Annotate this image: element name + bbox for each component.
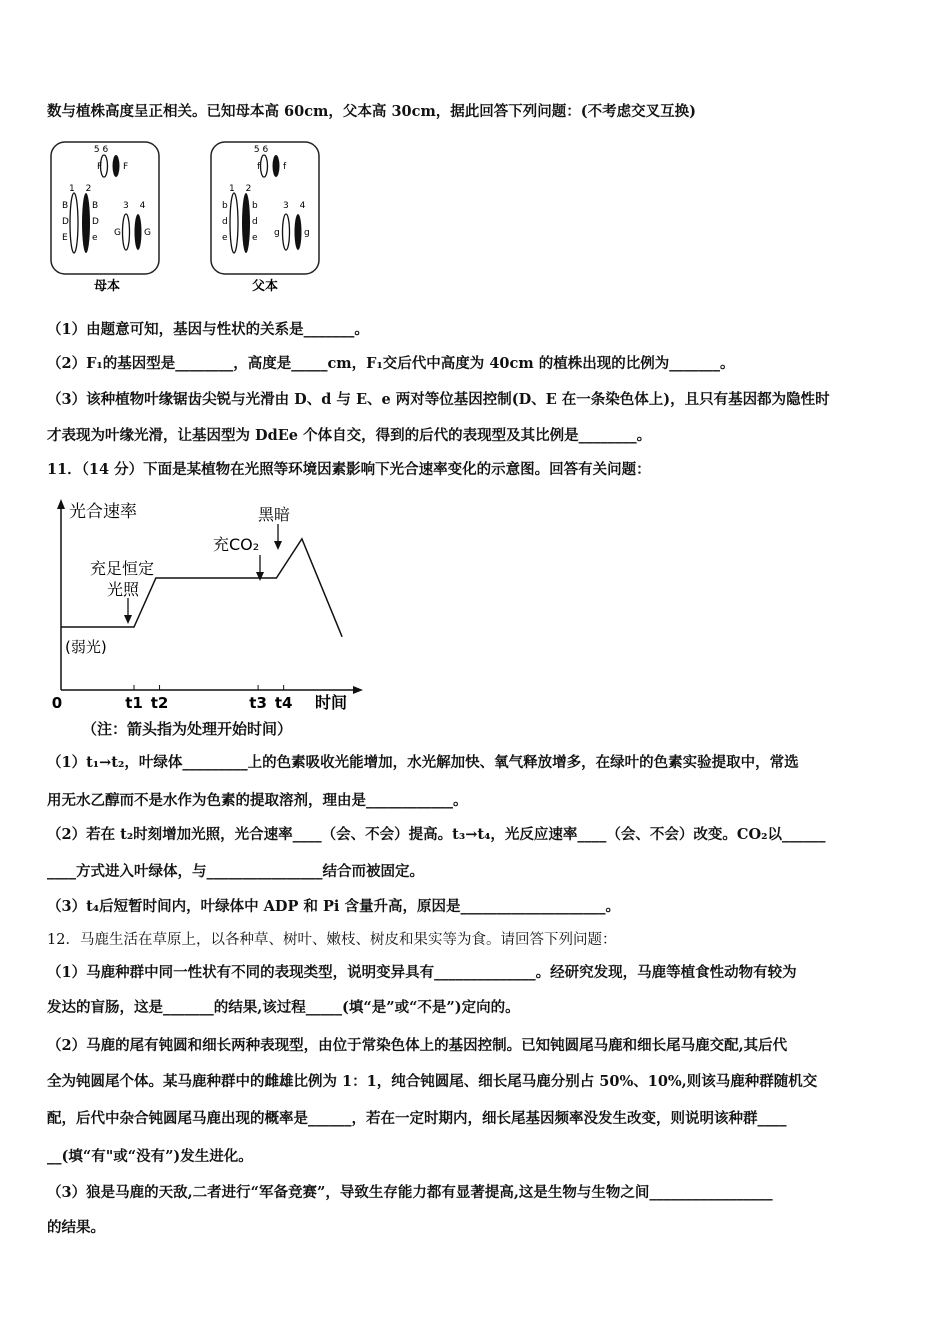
q11-part2b: ____方式进入叶绿体，与________________结合而被固定。 xyxy=(47,863,424,880)
father-chr2 xyxy=(242,193,250,253)
q12-part3b: 的结果。 xyxy=(47,1219,105,1236)
x-tick-label: t4 xyxy=(274,694,293,712)
annotation-light-1: 充足恒定 xyxy=(90,559,155,578)
q12-part2b: 全为钝圆尾个体。某马鹿种群中的雌雄比例为 1：1，纯合钝圆尾、细长尾马鹿分别占 50%、10%,则该马鹿种群随机交 xyxy=(47,1073,818,1090)
mother-g2-0: B xyxy=(92,201,99,211)
father-g2-2: e xyxy=(252,233,258,243)
photosynthesis-chart xyxy=(45,495,375,720)
x-ticks xyxy=(52,685,293,712)
father-pair12-num: 1 2 xyxy=(229,184,252,194)
mother-gene6: F xyxy=(123,162,129,172)
annotation-co2: 充CO₂ xyxy=(213,535,260,554)
father-g3: g xyxy=(274,228,280,238)
arrow-light-head xyxy=(124,615,132,624)
father-gene6: f xyxy=(283,162,287,172)
arrow-dark-head xyxy=(274,541,282,550)
q12-part2a: （2）马鹿的尾有钝圆和细长两种表现型，由位于常染色体上的基因控制。已知钝圆尾马鹿和细长尾马鹿交配,其后代 xyxy=(47,1037,788,1054)
father-g4: g xyxy=(304,228,310,238)
y-axis-label: 光合速率 xyxy=(69,502,137,522)
mother-gene5: F xyxy=(97,162,103,172)
q11-part2a: （2）若在 t₂时刻增加光照，光合速率____（会、不会）提高。t₃→t₄，光反应速率____（会、不会）改变。CO₂以______ xyxy=(47,826,826,843)
x-tick-label: t3 xyxy=(249,694,267,712)
mother-label: 母本 xyxy=(93,279,121,294)
father-g1-2: e xyxy=(222,233,228,243)
father-chr4 xyxy=(295,214,302,250)
x-tick-label: t1 xyxy=(125,694,143,712)
mother-pair12-num: 1 2 xyxy=(69,184,92,194)
chart-svg xyxy=(45,495,375,720)
q10-part3a: （3）该种植物叶缘锯齿尖锐与光滑由 D、d 与 E、e 两对等位基因控制(D、E 在一条染色体上)，且只有基因都为隐性时 xyxy=(47,391,830,408)
chromosome-diagram xyxy=(45,138,345,298)
father-gene5: f xyxy=(257,162,261,172)
mother-g1-2: E xyxy=(62,233,68,243)
mother-chr4 xyxy=(135,214,142,250)
father-chr5 xyxy=(261,155,268,177)
mother-chr6 xyxy=(113,155,120,177)
father-label: 父本 xyxy=(251,279,279,294)
chart-note: （注：箭头指为处理开始时间） xyxy=(82,720,293,738)
father-g2-1: d xyxy=(252,217,258,227)
mother-g3: G xyxy=(114,228,121,238)
father-chr6 xyxy=(273,155,280,177)
series-line xyxy=(61,539,342,637)
mother-g2-1: D xyxy=(92,217,99,227)
father-pair34-num: 3 4 xyxy=(283,201,306,211)
x-axis-label: 时间 xyxy=(315,693,348,712)
mother-g2-2: e xyxy=(92,233,98,243)
q10-part3b: 才表现为叶缘光滑，让基因型为 DdEe 个体自交，得到的后代的表现型及其比例是________。 xyxy=(47,427,652,444)
mother-chr2 xyxy=(82,193,90,253)
mother-g4: G xyxy=(144,228,151,238)
father-chr3 xyxy=(283,214,290,250)
father-pair56-num: 5 6 xyxy=(253,145,269,155)
q12-part3a: （3）狼是马鹿的天敌,二者进行“军备竞赛”，导致生存能力都有显著提高,这是生物与生物之间_________________ xyxy=(47,1184,773,1201)
y-axis-arrow xyxy=(57,499,65,509)
q11-heading: 11．（14 分）下面是某植物在光照等环境因素影响下光合速率变化的示意图。回答有关问题： xyxy=(47,461,651,478)
intro-line: 数与植株高度呈正相关。已知母本高 60cm，父本高 30cm，据此回答下列问题：(不考虑交叉互换) xyxy=(47,103,697,120)
q12-part1b: 发达的盲肠，这是_______的结果,该过程_____(填“是”或“不是”)定向的。 xyxy=(47,999,520,1016)
q12-part2c: 配，后代中杂合钝圆尾马鹿出现的概率是______，若在一定时期内，细长尾基因频率没发生改变，则说明该种群____ xyxy=(47,1110,787,1127)
mother-pair34-num: 3 4 xyxy=(123,201,146,211)
arrow-co2-head xyxy=(256,572,264,581)
father-g1-1: d xyxy=(222,217,228,227)
q12-heading: 12．马鹿生活在草原上，以各种草、树叶、嫩枝、树皮和果实等为食。请回答下列问题： xyxy=(47,932,617,948)
mother-chr3 xyxy=(123,214,130,250)
q11-part1b: 用无水乙醇而不是水作为色素的提取溶剂，理由是____________。 xyxy=(47,792,468,809)
q12-part1a: （1）马鹿种群中同一性状有不同的表现类型，说明变异具有______________。经研究发现，马鹿等植食性动物有较为 xyxy=(47,964,797,981)
annotation-weak-light: (弱光) xyxy=(65,638,107,656)
x-tick-label: t2 xyxy=(150,694,169,712)
q11-part1a: （1）t₁→t₂，叶绿体_________上的色素吸收光能增加，水光解加快、氧气释放增多，在绿叶的色素实验提取中，常选 xyxy=(47,754,799,771)
mother-pair56-num: 5 6 xyxy=(93,145,109,155)
annotation-light-2: 光照 xyxy=(107,580,140,599)
q12-part2d: __(填“有"或“没有”)发生进化。 xyxy=(47,1148,253,1165)
father-g2-0: b xyxy=(252,201,258,211)
mother-g1-0: B xyxy=(62,201,69,211)
father-g1-0: b xyxy=(222,201,228,211)
annotation-dark: 黑暗 xyxy=(258,505,291,524)
q11-part3: （3）t₄后短暂时间内，叶绿体中 ADP 和 Pi 含量升高，原因是____________________。 xyxy=(47,898,620,915)
mother-g1-1: D xyxy=(62,217,69,227)
x-axis-arrow xyxy=(353,686,363,694)
q10-part1: （1）由题意可知，基因与性状的关系是_______。 xyxy=(47,321,369,338)
mother-chr1 xyxy=(70,193,78,253)
q10-part2: （2）F₁的基因型是________，高度是_____cm，F₁交后代中高度为 40cm 的植株出现的比例为_______。 xyxy=(47,355,735,372)
x-tick-label: 0 xyxy=(51,694,63,712)
chromosome-figure xyxy=(45,138,345,298)
father-chr1 xyxy=(230,193,238,253)
